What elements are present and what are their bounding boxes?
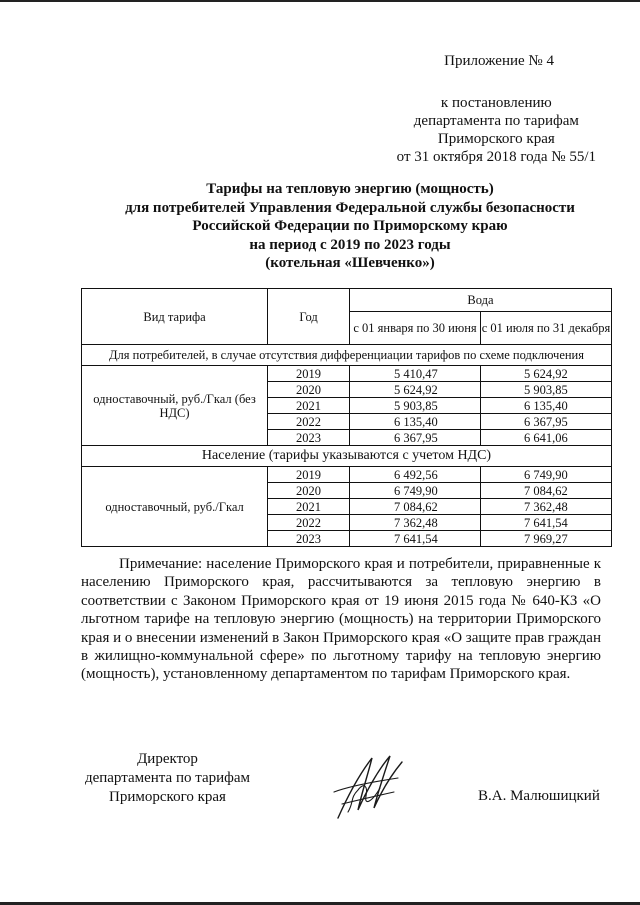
value-first-half: 5 410,47 <box>350 366 481 382</box>
tariff-name: одноставочный, руб./Гкал <box>82 467 268 547</box>
section-heading: Население (тарифы указываются с учетом НДС) <box>82 446 612 467</box>
title-line: (котельная «Шевченко») <box>265 255 435 271</box>
value-first-half: 6 135,40 <box>350 414 481 430</box>
value-first-half: 6 367,95 <box>350 430 481 446</box>
value-first-half: 6 749,90 <box>350 483 481 499</box>
value-second-half: 6 641,06 <box>481 430 612 446</box>
annex-number: Приложение № 4 <box>444 53 554 69</box>
year-cell: 2021 <box>268 499 350 515</box>
annex-line: департамента по тарифам <box>413 113 579 129</box>
director-title <box>80 750 255 807</box>
year-cell: 2020 <box>268 382 350 398</box>
value-first-half: 7 362,48 <box>350 515 481 531</box>
signer-name: В.А. Малюшицкий <box>478 788 600 804</box>
value-first-half: 5 903,85 <box>350 398 481 414</box>
year-cell: 2023 <box>268 531 350 547</box>
header-period-first-half: с 01 января по 30 июня <box>350 312 481 345</box>
tariff-name: одноставочный, руб./Гкал (без НДС) <box>82 366 268 446</box>
value-first-half: 5 624,92 <box>350 382 481 398</box>
value-first-half: 6 492,56 <box>350 467 481 483</box>
year-cell: 2019 <box>268 467 350 483</box>
annex-line: к постановлению <box>440 95 552 111</box>
year-cell: 2019 <box>268 366 350 382</box>
value-second-half: 6 749,90 <box>481 467 612 483</box>
year-cell: 2021 <box>268 398 350 414</box>
value-second-half: 6 367,95 <box>481 414 612 430</box>
value-second-half: 6 135,40 <box>481 398 612 414</box>
title-line: Тарифы на тепловую энергию (мощность) <box>206 181 494 197</box>
value-second-half: 7 969,27 <box>481 531 612 547</box>
value-second-half: 7 641,54 <box>481 515 612 531</box>
header-water: Вода <box>350 289 612 312</box>
value-second-half: 7 084,62 <box>481 483 612 499</box>
annex-reference <box>397 94 596 166</box>
title-line: на период с 2019 по 2023 годы <box>249 236 451 253</box>
tariff-table <box>81 288 612 547</box>
document-title <box>60 180 640 273</box>
director-line: Приморского края <box>109 789 226 805</box>
table-row <box>82 467 612 483</box>
section-heading-row <box>82 446 612 467</box>
note-paragraph: Примечание: население Приморского края и потребители, приравненные к населению Приморского края, рассчитываются за тепловую энергию в соответствии с Законом Приморского края от 19 июня 2015 года № 640-КЗ «О льготном тарифе на тепловую энергию (мощность) на территории Приморского края и о внесении изменений в Закон Приморского края «О защите прав граждан в жилищно-коммунальной сфере» по льготному тарифу на тепловую энергию (мощность), установленному департаментом по тарифам Приморского края. <box>81 556 601 683</box>
value-second-half: 5 903,85 <box>481 382 612 398</box>
handwritten-signature <box>328 752 408 822</box>
year-cell: 2022 <box>268 515 350 531</box>
header-tariff-type: Вид тарифа <box>82 289 268 345</box>
header-year: Год <box>268 289 350 345</box>
year-cell: 2020 <box>268 483 350 499</box>
header-period-second-half: с 01 июля по 31 декабря <box>481 312 612 345</box>
value-first-half: 7 641,54 <box>350 531 481 547</box>
table-row <box>82 366 612 382</box>
title-line: Российской Федерации по Приморскому краю <box>192 218 508 234</box>
director-line: департамента по тарифам <box>84 770 251 786</box>
section-heading-row <box>82 345 612 366</box>
year-cell: 2023 <box>268 430 350 446</box>
value-second-half: 7 362,48 <box>481 499 612 515</box>
year-cell: 2022 <box>268 414 350 430</box>
section-heading: Для потребителей, в случае отсутствия дифференциации тарифов по схеме подключения <box>82 345 612 366</box>
value-first-half: 7 084,62 <box>350 499 481 515</box>
title-line: для потребителей Управления Федеральной службы безопасности <box>125 199 575 216</box>
director-line: Директор <box>137 751 198 767</box>
value-second-half: 5 624,92 <box>481 366 612 382</box>
annex-line: от 31 октября 2018 года № 55/1 <box>396 149 596 165</box>
page-top-edge <box>0 0 640 2</box>
annex-line: Приморского края <box>437 131 555 147</box>
